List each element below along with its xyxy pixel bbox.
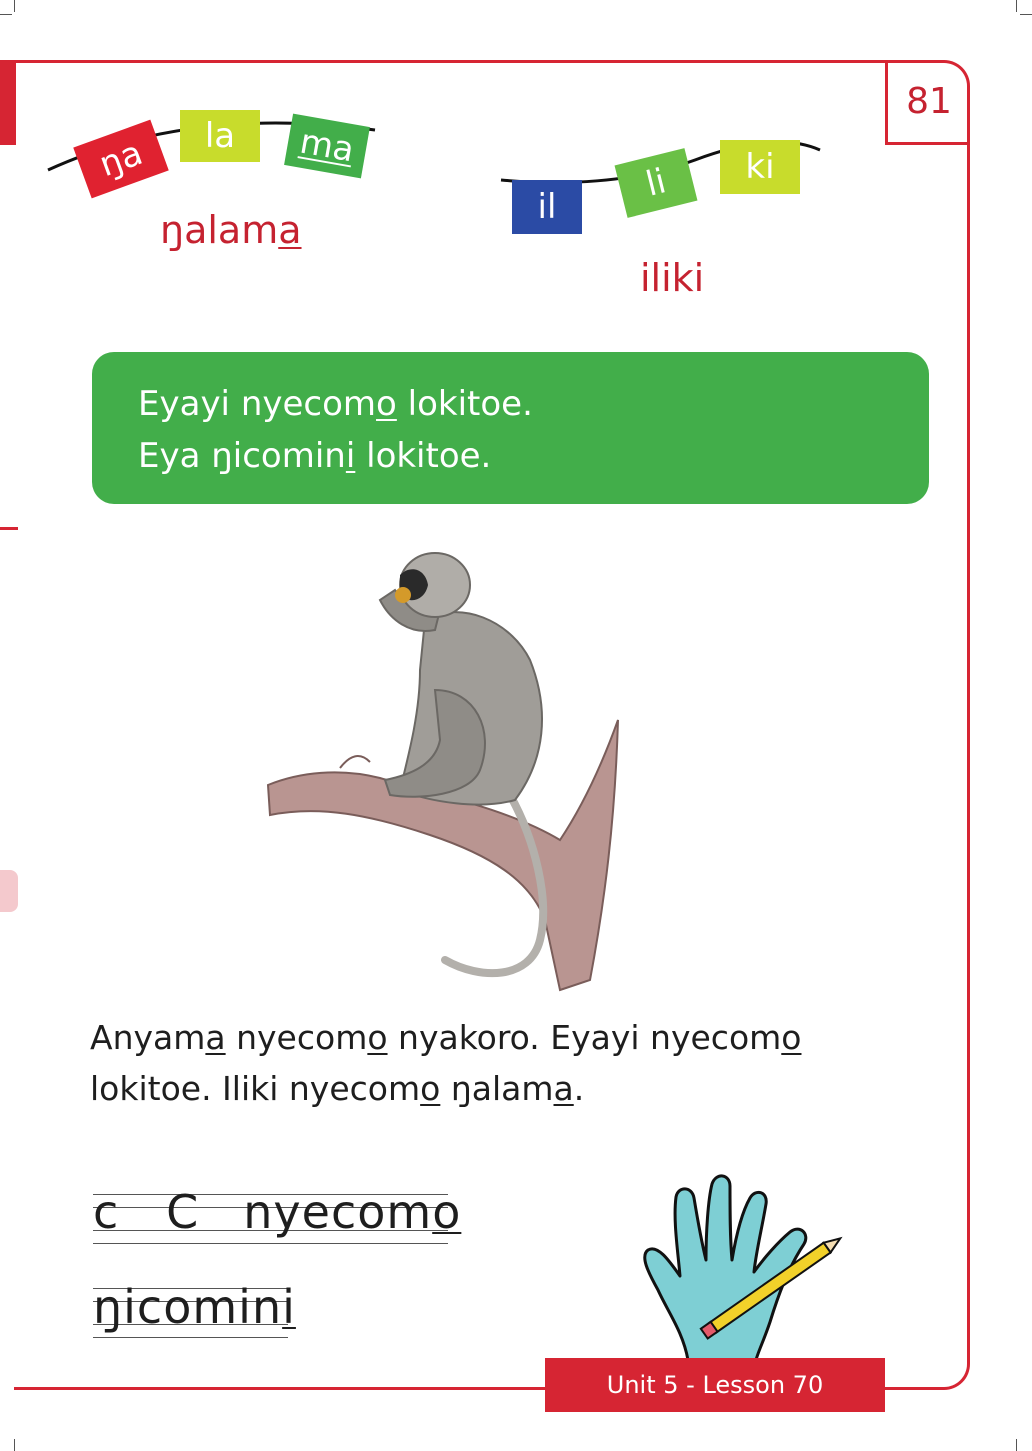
crop-mark — [14, 1439, 15, 1451]
story-underlined-part: o — [367, 1018, 388, 1057]
story-part: lokitoe. Iliki nyecom — [90, 1069, 421, 1108]
story-underlined-part: o — [781, 1018, 802, 1057]
word-ngalama — [160, 208, 302, 252]
writing-letters: c C — [93, 1185, 200, 1239]
writing-word-part: ŋicomin — [93, 1280, 283, 1334]
story-part: nyecom — [225, 1018, 368, 1057]
word-iliki: iliki — [640, 256, 705, 300]
story-underlined-part: a — [553, 1069, 574, 1108]
left-edge-tab — [0, 870, 18, 912]
crop-mark — [1016, 0, 1017, 12]
word-part: ŋalam — [160, 208, 279, 252]
crop-mark — [1016, 1439, 1017, 1451]
story-part: nyakoro. Eyayi nyecom — [387, 1018, 782, 1057]
left-edge-bar — [0, 60, 16, 145]
sentence-part: lokitoe. — [355, 436, 492, 476]
story-underlined-part: a — [205, 1018, 226, 1057]
story-underlined-part: o — [420, 1069, 441, 1108]
monkey-on-branch-illustration — [260, 540, 630, 1000]
story-part: ŋalam — [440, 1069, 554, 1108]
crop-mark — [14, 0, 15, 12]
writing-guide-line — [93, 1243, 448, 1244]
sentence-underlined-part: o — [376, 384, 397, 424]
syllable-tag-label: ki — [745, 147, 775, 187]
sentence-part: Eya ŋicomin — [138, 436, 346, 476]
story-part: . — [573, 1069, 585, 1108]
writing-guide-line — [93, 1337, 288, 1338]
sentence-part: lokitoe. — [396, 384, 533, 424]
hand-writing-icon — [638, 1172, 860, 1360]
story-part: Anyam — [90, 1018, 206, 1057]
syllable-tag-label: ma — [296, 121, 358, 171]
sentence-line-1 — [138, 378, 929, 430]
syllable-tag-la — [180, 110, 260, 162]
writing-underlined-part: i — [282, 1280, 296, 1334]
crop-mark — [1020, 14, 1032, 15]
sentence-box — [92, 352, 929, 504]
sentence-part: Eyayi nyecom — [138, 384, 377, 424]
syllable-tag-ki — [720, 140, 800, 194]
syllable-tag-label: ŋa — [94, 132, 148, 186]
writing-row-2 — [93, 1280, 296, 1334]
word-underlined-part: a — [278, 208, 302, 252]
syllable-tag-label: li — [641, 161, 671, 205]
syllable-tag-label: la — [204, 116, 236, 156]
sentence-line-2 — [138, 430, 929, 482]
left-edge-tick — [0, 527, 18, 530]
sentence-underlined-part: i — [345, 436, 356, 476]
syllable-tag-label: il — [537, 187, 557, 227]
writing-word-part: nyecom — [243, 1185, 433, 1239]
writing-underlined-part: o — [432, 1185, 462, 1239]
lesson-footer: Unit 5 - Lesson 70 — [545, 1358, 885, 1412]
story-paragraph — [90, 1012, 850, 1114]
syllable-tag-il — [512, 180, 582, 234]
writing-row-1 — [93, 1185, 461, 1239]
crop-mark — [0, 14, 12, 15]
page-number: 81 — [885, 60, 970, 145]
